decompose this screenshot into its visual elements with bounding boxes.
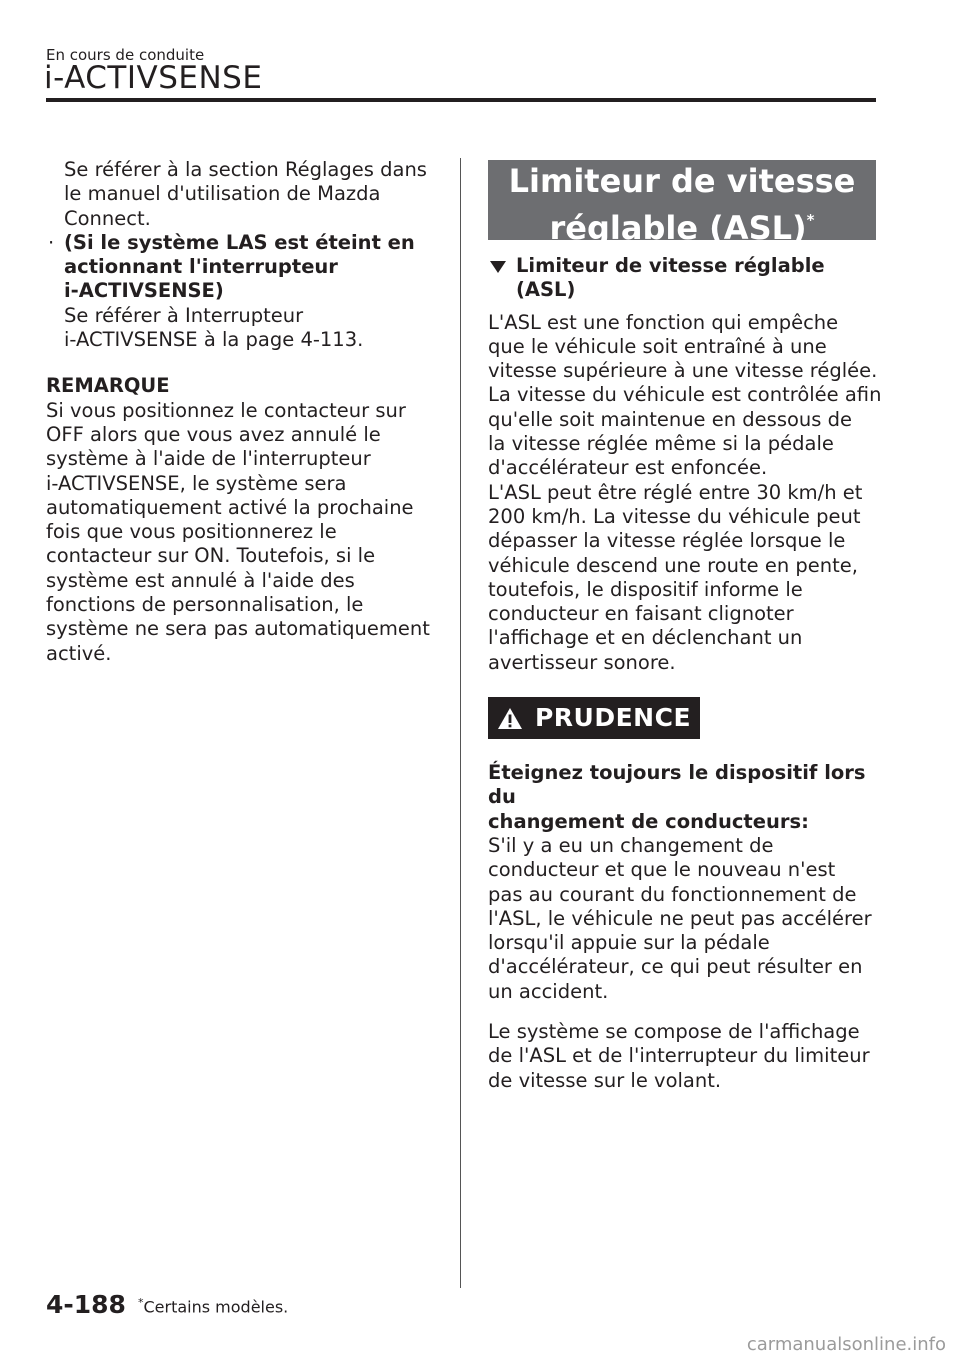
banner-asterisk: * — [806, 211, 815, 229]
text-line: de l'ASL et de l'interrupteur du limiteur — [488, 1044, 870, 1068]
triangle-down-icon — [490, 261, 506, 273]
remark-text — [46, 399, 446, 666]
text-line: contacteur sur ON. Toutefois, si le — [46, 544, 376, 568]
text-line: fois que vous positionnerez le — [46, 520, 337, 544]
banner-title: réglable (ASL) — [549, 209, 807, 247]
right-column — [488, 160, 888, 1093]
text-line: système à l'aide de l'interrupteur — [46, 447, 371, 471]
page-title: i-ACTIVSENSE — [44, 60, 263, 96]
text-line: dépasser la vitesse réglée lorsque le — [488, 529, 846, 553]
footnote — [138, 1296, 288, 1316]
text-line: (Si le système LAS est éteint en — [64, 230, 415, 254]
column-divider — [460, 158, 461, 1288]
text-line: i-ACTIVSENSE, le système sera — [46, 471, 347, 495]
text-line: i-ACTIVSENSE) — [64, 279, 224, 303]
text-line: i-ACTIVSENSE à la page 4-113. — [64, 328, 364, 352]
banner-line-1: Limiteur de vitesse — [508, 162, 856, 200]
text-line: L'ASL est une fonction qui empêche — [488, 310, 839, 334]
text-line: pas au courant du fonctionnement de — [488, 882, 857, 906]
text-line: Se référer à Interrupteur — [64, 303, 304, 327]
caution-heading — [488, 761, 888, 834]
asl-description — [488, 311, 888, 675]
text-line: l'affichage et en déclenchant un — [488, 626, 803, 650]
text-line: un accident. — [488, 979, 609, 1003]
text-line: actionnant l'interrupteur — [64, 255, 338, 279]
banner-line-2 — [488, 201, 876, 248]
text-line: que le véhicule soit entraîné à une — [488, 334, 827, 358]
text-line: La vitesse du véhicule est contrôlée afin — [488, 383, 882, 407]
text-line: la vitesse réglée même si la pédale — [488, 432, 834, 456]
section-label: En cours de conduite — [46, 46, 205, 64]
caution-text: PRUDENCE — [534, 702, 692, 732]
watermark: carmanualsonline.info — [746, 1334, 946, 1355]
text-line: conducteur en faisant clignoter — [488, 602, 794, 626]
text-line: vitesse supérieure à une vitesse réglée. — [488, 359, 878, 383]
header-rule — [46, 98, 876, 102]
text-line: automatiquement activé la prochaine — [46, 495, 414, 519]
text-line: Connect. — [64, 206, 151, 230]
caution-body — [488, 834, 888, 1004]
text-line: qu'elle soit maintenue en dessous de — [488, 407, 853, 431]
text-line: S'il y a eu un changement de — [488, 833, 774, 857]
text-line: 200 km/h. La vitesse du véhicule peut — [488, 504, 861, 528]
caution-label — [488, 697, 700, 739]
text-line: de vitesse sur le volant. — [488, 1068, 722, 1092]
warning-icon — [497, 707, 523, 730]
section-banner — [488, 160, 876, 247]
text-line: le manuel d'utilisation de Mazda — [64, 182, 381, 206]
text-line: L'ASL peut être réglé entre 30 km/h et — [488, 480, 863, 504]
text-line: lorsqu'il appuie sur la pédale — [488, 931, 770, 955]
remark-heading: REMARQUE — [46, 374, 170, 398]
text-line: système est annulé à l'aide des — [46, 568, 355, 592]
text-line: activé. — [46, 641, 112, 665]
text-line: Se référer à la section Réglages dans — [64, 158, 427, 181]
text-line: Le système se compose de l'affichage — [488, 1020, 860, 1044]
text-line: OFF alors que vous avez annulé le — [46, 422, 381, 446]
text-line: système ne sera pas automatiquement — [46, 617, 430, 641]
bullet-dot: · — [48, 230, 55, 254]
text-line: l'ASL, le véhicule ne peut pas accélérer — [488, 906, 872, 930]
subheading-text: Limiteur de vitesse réglable (ASL) — [516, 254, 825, 302]
bullet-item — [46, 231, 446, 352]
subheading — [488, 254, 888, 303]
text-line: toutefois, le dispositif informe le — [488, 577, 803, 601]
bullet-body — [64, 304, 446, 353]
text-line: d'accélérateur, ce qui peut résulter en — [488, 955, 863, 979]
text-line: d'accélérateur est enfoncée. — [488, 456, 768, 480]
footnote-asterisk: * — [138, 1296, 144, 1309]
footnote-text: Certains modèles. — [143, 1297, 289, 1317]
text-line: avertisseur sonore. — [488, 650, 676, 674]
left-column — [46, 158, 446, 666]
bullet-heading — [64, 231, 446, 304]
text-line: conducteur et que le nouveau n'est — [488, 858, 836, 882]
text-line: Si vous positionnez le contacteur sur — [46, 398, 406, 422]
text-line: Éteignez toujours le dispositif lors du — [488, 761, 866, 809]
page-number: 4-188 — [46, 1290, 126, 1319]
text-line: véhicule descend une route en pente, — [488, 553, 858, 577]
system-composition — [488, 1020, 888, 1093]
text-line: fonctions de personnalisation, le — [46, 593, 364, 617]
text-line: changement de conducteurs: — [488, 809, 809, 833]
reference-paragraph — [46, 158, 446, 231]
